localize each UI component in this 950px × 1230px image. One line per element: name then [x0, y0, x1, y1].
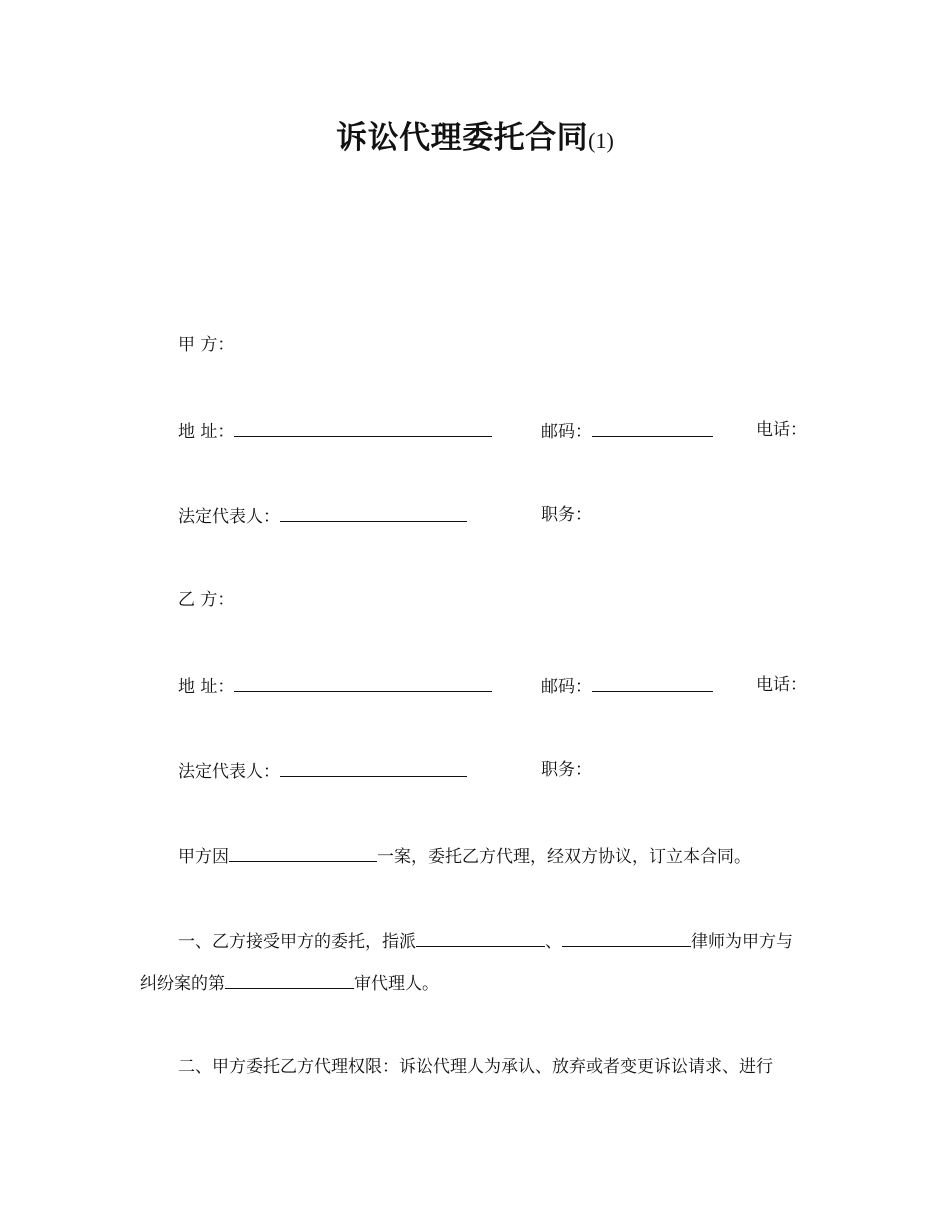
- title-suffix: (1): [588, 128, 614, 153]
- clause-1-line-2: [140, 970, 439, 996]
- clause-1-prefix: 一、乙方接受甲方的委托，指派: [178, 932, 416, 952]
- document-title: [0, 112, 950, 157]
- party-b-legal-rep-blank[interactable]: [280, 758, 467, 777]
- party-b-postcode-row: [541, 673, 713, 699]
- intro-suffix: 一案，委托乙方代理，经双方协议，订立本合同。: [377, 847, 751, 867]
- party-b-position-label: 职务：: [541, 760, 592, 780]
- party-a-position-label: 职务：: [541, 505, 592, 525]
- party-b-postcode-label: 邮码：: [541, 677, 592, 697]
- party-a-phone-label: 电话：: [756, 420, 807, 440]
- party-b-address-label: 地 址：: [178, 677, 235, 697]
- party-a-legal-rep-blank[interactable]: [280, 503, 467, 522]
- party-a-address-label: 地 址：: [178, 422, 235, 442]
- instance-blank[interactable]: [225, 970, 354, 989]
- intro-paragraph: [178, 843, 751, 869]
- party-a-address-row: [178, 418, 492, 444]
- clause-1-suffix: 律师为甲方与: [691, 932, 793, 952]
- party-b-label: 乙 方：: [178, 590, 235, 610]
- party-a-postcode-label: 邮码：: [541, 422, 592, 442]
- clause-1-line-2-prefix: 纠纷案的第: [140, 974, 225, 994]
- party-a-legal-rep-label: 法定代表人：: [178, 507, 280, 527]
- lawyer-2-blank[interactable]: [562, 928, 691, 947]
- party-a-legal-rep-row: [178, 503, 467, 529]
- party-b-address-blank[interactable]: [234, 673, 492, 692]
- clause-1-sep: 、: [545, 932, 562, 952]
- party-b-legal-rep-row: [178, 758, 467, 784]
- party-a-postcode-row: [541, 418, 713, 444]
- party-b-legal-rep-label: 法定代表人：: [178, 762, 280, 782]
- party-a-postcode-blank[interactable]: [592, 418, 713, 437]
- clause-1-line-2-suffix: 审代理人。: [354, 974, 439, 994]
- intro-prefix: 甲方因: [178, 847, 229, 867]
- party-a-label: 甲 方：: [178, 335, 235, 355]
- clause-1-line-1: [178, 928, 793, 954]
- party-b-address-row: [178, 673, 492, 699]
- party-a-address-blank[interactable]: [234, 418, 492, 437]
- party-b-phone-label: 电话：: [756, 675, 807, 695]
- clause-2-line-1: 二、甲方委托乙方代理权限：诉讼代理人为承认、放弃或者变更诉讼请求、进行: [178, 1057, 773, 1077]
- lawyer-1-blank[interactable]: [416, 928, 545, 947]
- party-b-postcode-blank[interactable]: [592, 673, 713, 692]
- case-name-blank[interactable]: [229, 843, 377, 862]
- title-text: 诉讼代理委托合同: [336, 120, 589, 156]
